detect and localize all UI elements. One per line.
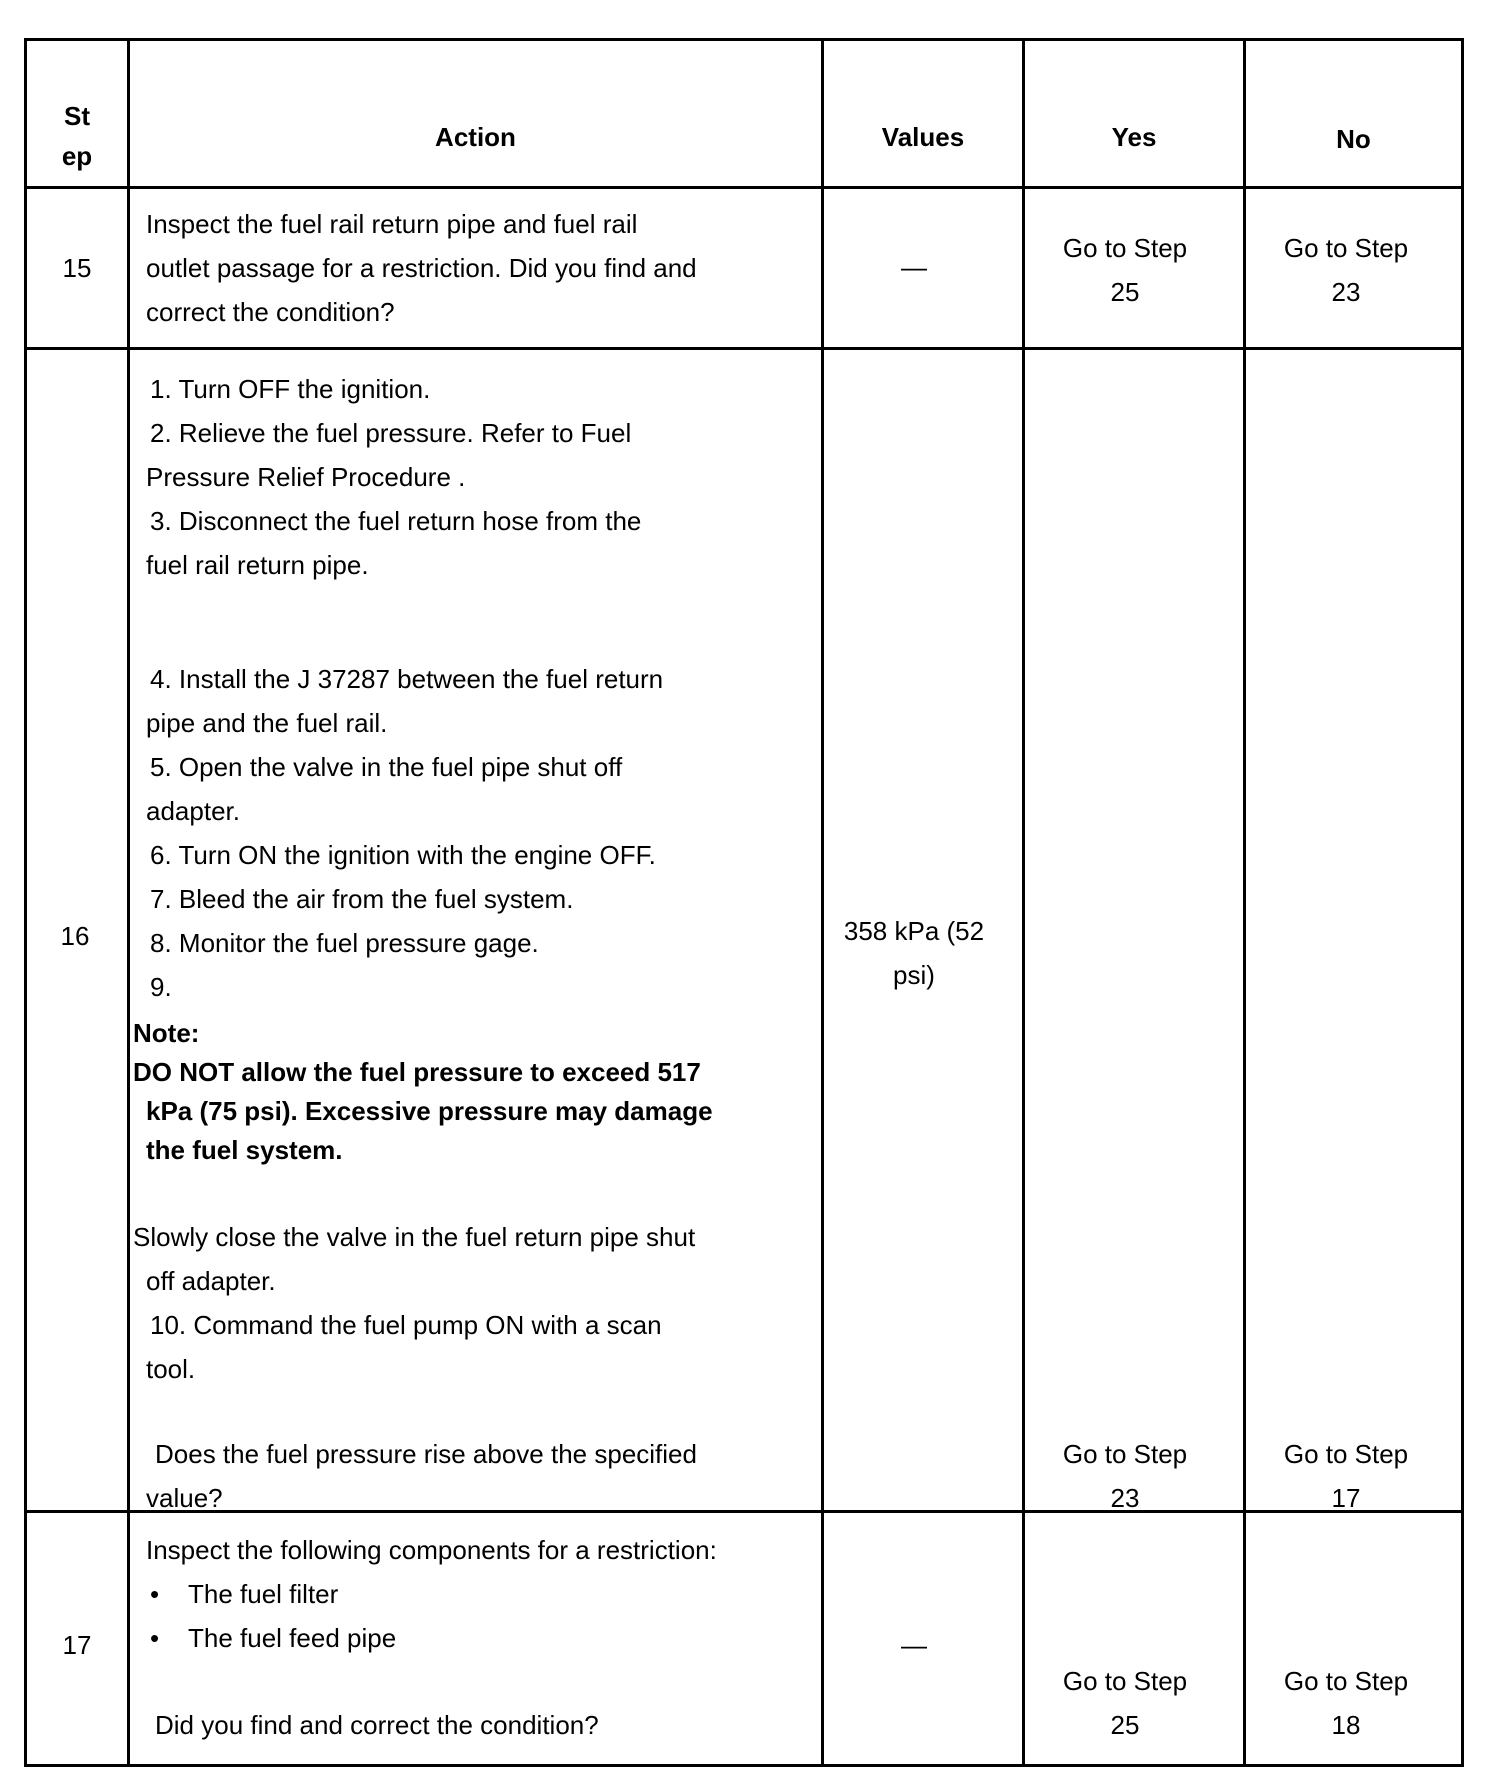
action-text (146, 1528, 717, 1660)
value-text: — (901, 1630, 927, 1660)
action-line: 4. Install the J 37287 between the fuel return (150, 664, 664, 694)
action-line: pipe and the fuel rail. (146, 708, 388, 738)
value-text (824, 909, 1004, 997)
step-number: 15 (62, 253, 92, 283)
yes-link-label: Go to Step (1062, 233, 1188, 263)
action-line: 7. Bleed the air from the fuel system. (150, 884, 574, 914)
bullet-text: The fuel feed pipe (188, 1623, 397, 1653)
no-link-step: 23 (1331, 277, 1361, 307)
action-text (146, 202, 697, 334)
action-line: 1. Turn OFF the ignition. (150, 374, 431, 404)
action-steps-1-3 (146, 367, 641, 587)
note-title: Note: (133, 1018, 200, 1048)
action-line: Slowly close the valve in the fuel return pipe shut (133, 1222, 696, 1252)
header-step (27, 96, 127, 176)
note-block (133, 1014, 713, 1170)
question-line: Does the fuel pressure rise above the specified (155, 1439, 697, 1469)
action-question (146, 1432, 697, 1520)
action-steps-4-9 (146, 657, 663, 1009)
action-line: fuel rail return pipe. (146, 550, 369, 580)
no-link-label: Go to Step (1283, 1439, 1409, 1469)
no-link-label: Go to Step (1283, 1666, 1409, 1696)
action-line: 9. (150, 972, 172, 1002)
bullet-item (146, 1616, 717, 1660)
no-link-step: 17 (1331, 1483, 1361, 1513)
no-link[interactable] (1246, 1432, 1446, 1520)
value-text: — (901, 252, 927, 282)
diagnostic-table (24, 38, 1464, 1767)
note-line: DO NOT allow the fuel pressure to exceed 517 (133, 1057, 701, 1087)
header-no: No (1336, 124, 1371, 154)
yes-link-step: 23 (1110, 1483, 1140, 1513)
action-question: Did you find and correct the condition? (155, 1710, 599, 1740)
header-step-line: ep (61, 141, 93, 171)
header-values: Values (881, 122, 965, 152)
action-line: 6. Turn ON the ignition with the engine OFF. (150, 840, 656, 870)
yes-link-label: Go to Step (1062, 1666, 1188, 1696)
yes-link-step: 25 (1110, 277, 1140, 307)
note-line: kPa (75 psi). Excessive pressure may damage (146, 1096, 713, 1126)
bullet-icon: • (150, 1579, 160, 1609)
action-line: 8. Monitor the fuel pressure gage. (150, 928, 539, 958)
yes-link[interactable] (1025, 1659, 1225, 1747)
action-line: Inspect the fuel rail return pipe and fuel rail (146, 209, 638, 239)
step-number: 17 (62, 1630, 92, 1660)
action-line: 5. Open the valve in the fuel pipe shut off (150, 752, 623, 782)
no-link-label: Go to Step (1283, 233, 1409, 263)
yes-link-step: 25 (1110, 1710, 1140, 1740)
question-line: value? (146, 1483, 223, 1513)
action-steps-9-10 (133, 1215, 695, 1391)
bullet-item (146, 1572, 717, 1616)
no-link-step: 18 (1331, 1710, 1361, 1740)
header-yes: Yes (1111, 122, 1157, 152)
action-line: outlet passage for a restriction. Did you find and (146, 253, 697, 283)
bullet-icon: • (150, 1623, 160, 1653)
action-line: adapter. (146, 796, 240, 826)
no-link[interactable] (1246, 1659, 1446, 1747)
action-line: Inspect the following components for a restriction: (146, 1535, 717, 1565)
column-divider (127, 41, 130, 1764)
action-line: correct the condition? (146, 297, 395, 327)
action-line: off adapter. (146, 1266, 276, 1296)
yes-link[interactable] (1025, 226, 1225, 314)
action-line: tool. (146, 1354, 196, 1384)
action-line: 2. Relieve the fuel pressure. Refer to Fuel (150, 418, 632, 448)
yes-link-label: Go to Step (1062, 1439, 1188, 1469)
bullet-text: The fuel filter (188, 1579, 339, 1609)
no-link[interactable] (1246, 226, 1446, 314)
action-line: 10. Command the fuel pump ON with a scan (150, 1310, 662, 1340)
yes-link[interactable] (1025, 1432, 1225, 1520)
action-line: Pressure Relief Procedure . (146, 462, 466, 492)
step-number: 16 (60, 921, 90, 951)
value-line: psi) (893, 960, 935, 990)
column-divider (821, 41, 824, 1764)
header-step-line: St (64, 101, 90, 131)
value-line: 358 kPa (52 (843, 916, 985, 946)
header-action: Action (435, 122, 516, 152)
note-line: the fuel system. (146, 1135, 343, 1165)
action-line: 3. Disconnect the fuel return hose from the (150, 506, 642, 536)
